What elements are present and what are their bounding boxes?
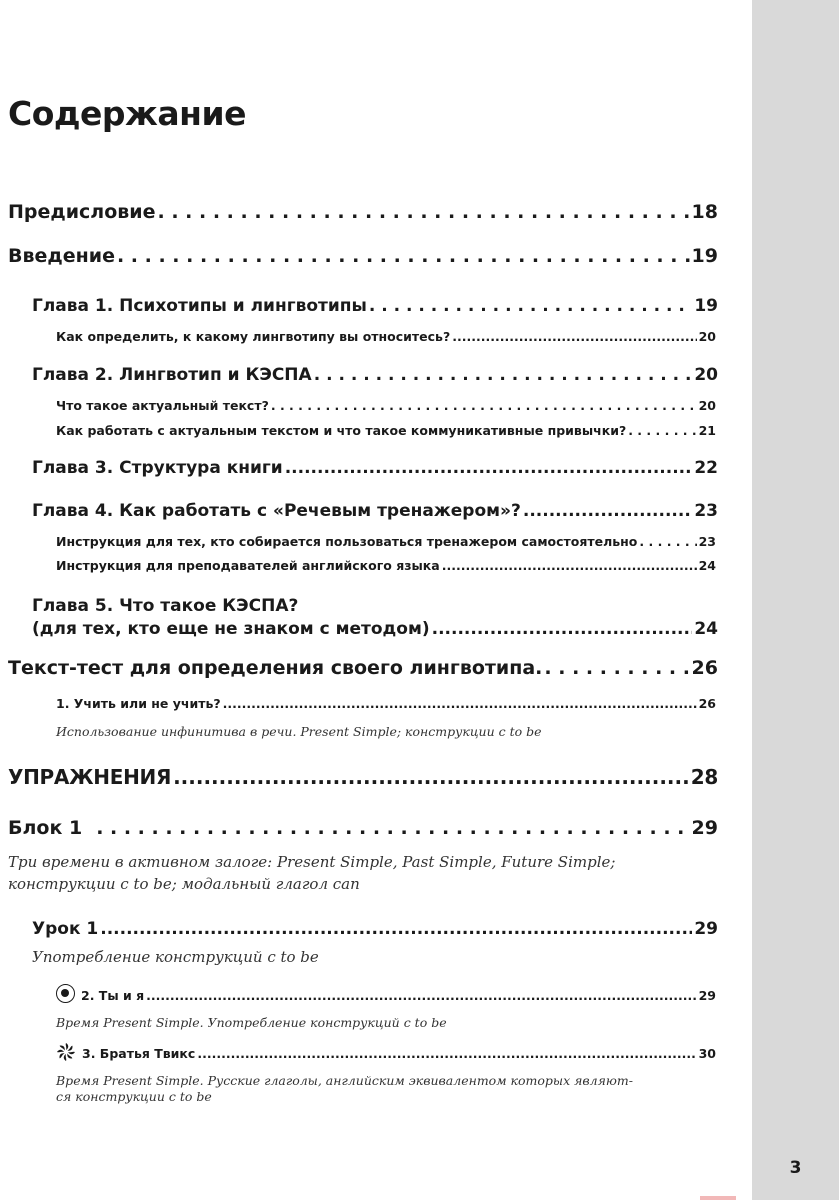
toc-entry-description: Три времени в активном залоге: Present Simple, Past Simple, Future Simple;: [8, 853, 616, 871]
toc-entry-label: Как работать с актуальным текстом и что такое коммуникативные привычки?: [56, 423, 627, 438]
toc-entry-label: 1. Учить или не учить?: [56, 696, 221, 711]
toc-entry-chapter-3[interactable]: [32, 458, 718, 478]
toc-entry-label: Что такое актуальный текст?: [56, 398, 269, 413]
toc-entry-chapter-5[interactable]: [32, 619, 718, 639]
toc-entry-page: 19: [694, 296, 718, 316]
toc-entry-page: 26: [691, 657, 718, 679]
toc-entry-label: Инструкция для тех, кто собирается пользоваться тренажером самостоятельно: [56, 534, 638, 549]
leader-dots: [442, 558, 697, 573]
toc-entry-chapter-4[interactable]: [32, 501, 718, 521]
toc-entry-chapter-4-section-2[interactable]: [56, 558, 716, 573]
leader-dots: [432, 619, 693, 639]
toc-entry-chapter-4-section-1[interactable]: [56, 534, 716, 549]
leader-dots: [285, 458, 693, 478]
toc-entry-label: Глава 2. Лингвотип и КЭСПА: [32, 365, 312, 385]
toc-entry-exercises[interactable]: [8, 765, 718, 789]
toc-entry-label: УПРАЖНЕНИЯ: [8, 765, 172, 789]
toc-entry-lesson-1[interactable]: [32, 919, 718, 939]
leader-dots: [158, 201, 690, 223]
toc-entry-label: (для тех, кто еще не знаком с методом): [32, 619, 430, 639]
leader-dots: [314, 365, 693, 385]
leader-dots: [197, 1046, 696, 1061]
toc-entry-page: 29: [698, 988, 716, 1003]
toc-entry-page: 28: [690, 765, 718, 789]
toc-entry-label: Как определить, к какому лингвотипу вы относитесь?: [56, 329, 451, 344]
toc-entry-chapter-2[interactable]: [32, 365, 718, 385]
toc-entry-label: Текст-тест для определения своего лингвотипа.: [8, 657, 543, 679]
leader-dots: [523, 501, 692, 521]
toc-entry-preface[interactable]: [8, 201, 718, 223]
toc-entry-page: 24: [698, 558, 716, 573]
toc-entry-label: 3. Братья Твикс: [82, 1046, 196, 1061]
toc-entry-label: Глава 4. Как работать с «Речевым тренажером»?: [32, 501, 521, 521]
toc-entry-label: Введение: [8, 245, 115, 267]
toc-entry-description: Употребление конструкций с to be: [32, 948, 319, 966]
toc-entry-linguotype-test[interactable]: [8, 657, 718, 679]
toc-entry-page: 26: [698, 696, 716, 711]
toc-entry-description: конструкции с to be; модальный глагол can: [8, 875, 360, 893]
toc-entry-label: Урок 1: [32, 919, 99, 939]
leader-dots: [223, 696, 697, 711]
toc-entry-page: 20: [694, 365, 718, 385]
leader-dots: [452, 329, 696, 344]
toc-entry-label: Блок 1: [8, 817, 83, 839]
toc-entry-page: 21: [698, 423, 716, 438]
toc-entry-chapter-2-section-1[interactable]: [56, 398, 716, 413]
leader-dots: [369, 296, 692, 316]
leader-dots: [544, 657, 689, 679]
toc-entry-exercise-2[interactable]: [56, 984, 716, 1003]
page-title: Содержание: [8, 94, 246, 133]
leader-dots: [173, 765, 689, 789]
toc-entry-page: 23: [694, 501, 718, 521]
toc-entry-block-1[interactable]: [8, 817, 718, 839]
toc-entry-page: 22: [694, 458, 718, 478]
toc-entry-exercise-3[interactable]: [56, 1042, 716, 1062]
toc-entry-chapter-5-title: Глава 5. Что такое КЭСПА?: [32, 596, 299, 616]
swirl-icon: [56, 1042, 76, 1062]
toc-entry-label: Инструкция для преподавателей английского языка: [56, 558, 440, 573]
toc-entry-chapter-1[interactable]: [32, 296, 718, 316]
leader-dots: [96, 817, 689, 839]
toc-entry-page: 18: [691, 201, 718, 223]
toc-entry-label: Глава 3. Структура книги: [32, 458, 283, 478]
target-circle-icon: [56, 984, 75, 1003]
toc-entry-page: 24: [694, 619, 718, 639]
toc-entry-page: 29: [694, 919, 718, 939]
toc-entry-page: 23: [698, 534, 716, 549]
toc-entry-page: 20: [698, 398, 716, 413]
toc-entry-label-wrap: [56, 984, 144, 1003]
side-margin-bar: [752, 0, 839, 1200]
toc-entry-description: Использование инфинитива в речи. Present Simple; конструкции с to be: [56, 724, 542, 739]
toc-entry-label-wrap: [56, 1042, 195, 1062]
toc-entry-page: 20: [698, 329, 716, 344]
leader-dots: [117, 245, 690, 267]
toc-entry-label: Предисловие: [8, 201, 156, 223]
toc-entry-page: 30: [698, 1046, 716, 1061]
toc-entry-label: Глава 1. Психотипы и лингвотипы: [32, 296, 367, 316]
toc-entry-chapter-1-section-1[interactable]: [56, 329, 716, 344]
toc-entry-label: 2. Ты и я: [81, 988, 145, 1003]
leader-dots: [628, 423, 696, 438]
leader-dots: [100, 919, 692, 939]
toc-entry-description: Время Present Simple. Русские глаголы, английским эквивалентом которых являют-: [56, 1073, 633, 1088]
toc-entry-page: 19: [691, 245, 718, 267]
toc-entry-chapter-2-section-2[interactable]: [56, 423, 716, 438]
toc-entry-description: ся конструкции с to be: [56, 1089, 212, 1104]
toc-entry-description: Время Present Simple. Употребление конструкций с to be: [56, 1015, 447, 1030]
toc-entry-intro[interactable]: [8, 245, 718, 267]
leader-dots: [271, 398, 697, 413]
toc-entry-test-section-1[interactable]: [56, 696, 716, 711]
page-number: 3: [789, 1158, 802, 1178]
corner-mark: [700, 1196, 736, 1200]
toc-entry-page: 29: [691, 817, 718, 839]
leader-dots: [146, 988, 696, 1003]
leader-dots: [639, 534, 696, 549]
